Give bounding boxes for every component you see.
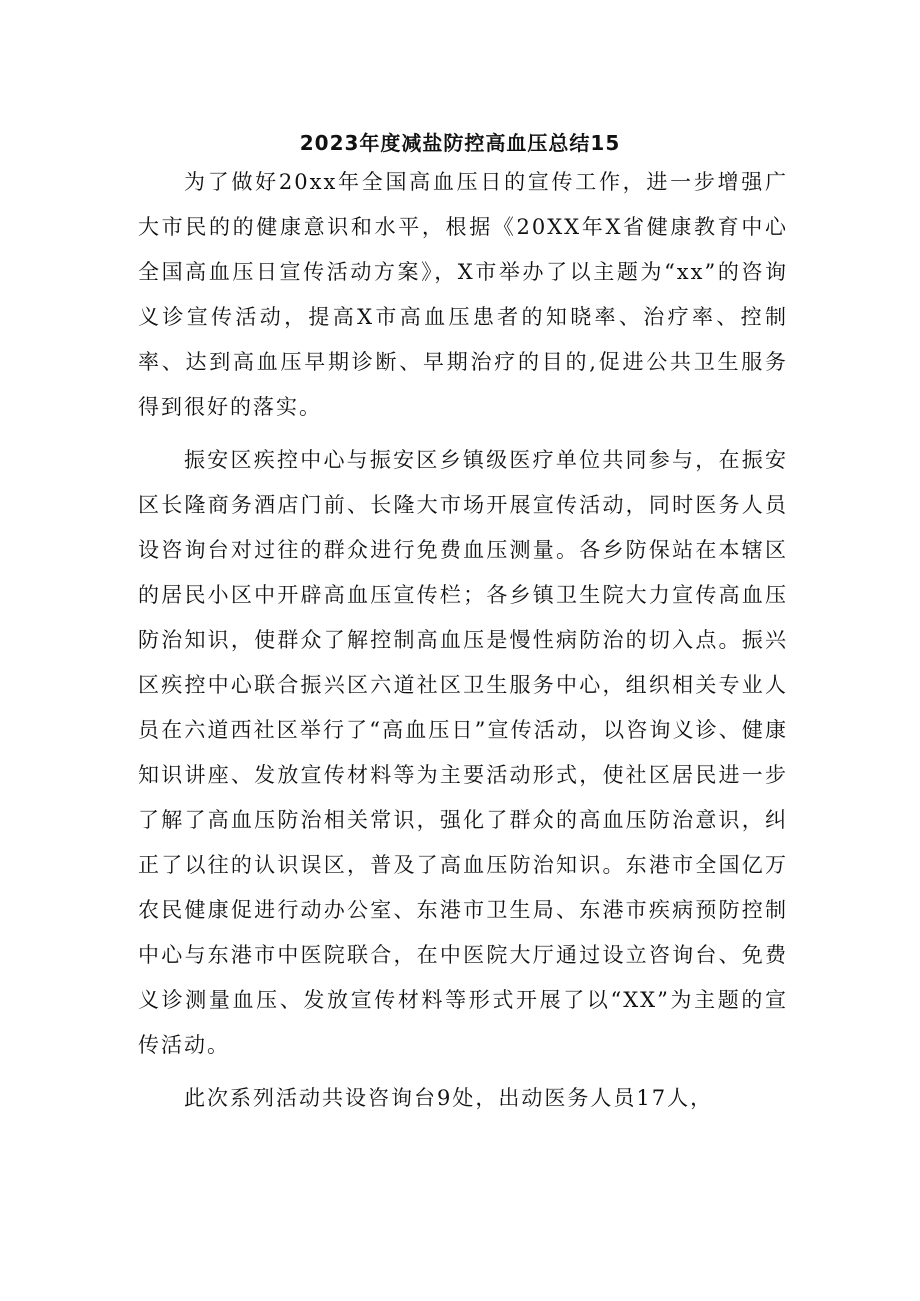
document-title: 2023年度减盐防控高血压总结15 [299,131,621,155]
paragraph-3: 此次系列活动共设咨询台9处，出动医务人员17人， [184,1086,714,1110]
paragraph-1: 为了做好20xx年全国高血压日的宣传工作，进一步增强广大市民的的健康意识和水平，根据《20XX年X省健康教育中心全国高血压日宣传活动方案》，X市举办了以主题为“xx”的咨询义诊宣传活动，提高X市高血压患者的知晓率、治疗率、控制率、达到高血压早期诊断、早期治疗的目的,促进公共卫生服务得到很好的落实。 [138,170,788,419]
paragraph-2: 振安区疾控中心与振安区乡镇级医疗单位共同参与，在振安区长隆商务酒店门前、长隆大市场开展宣传活动，同时医务人员设咨询台对过往的群众进行免费血压测量。各乡防保站在本辖区的居民小区中开辟高血压宣传栏；各乡镇卫生院大力宣传高血压防治知识，使群众了解控制高血压是慢性病防治的切入点。振兴区疾控中心联合振兴区六道社区卫生服务中心，组织相关专业人员在六道西社区举行了“高血压日”宣传活动，以咨询义诊、健康知识讲座、发放宣传材料等为主要活动形式，使社区居民进一步了解了高血压防治相关常识，强化了群众的高血压防治意识，纠正了以往的认识误区，普及了高血压防治知识。东港市全国亿万农民健康促进行动办公室、东港市卫生局、东港市疾病预防控制中心与东港市中医院联合，在中医院大厅通过设立咨询台、免费义诊测量血压、发放宣传材料等形式开展了以“XX”为主题的宣传活动。 [138,448,788,1057]
document-body [138,160,788,1121]
